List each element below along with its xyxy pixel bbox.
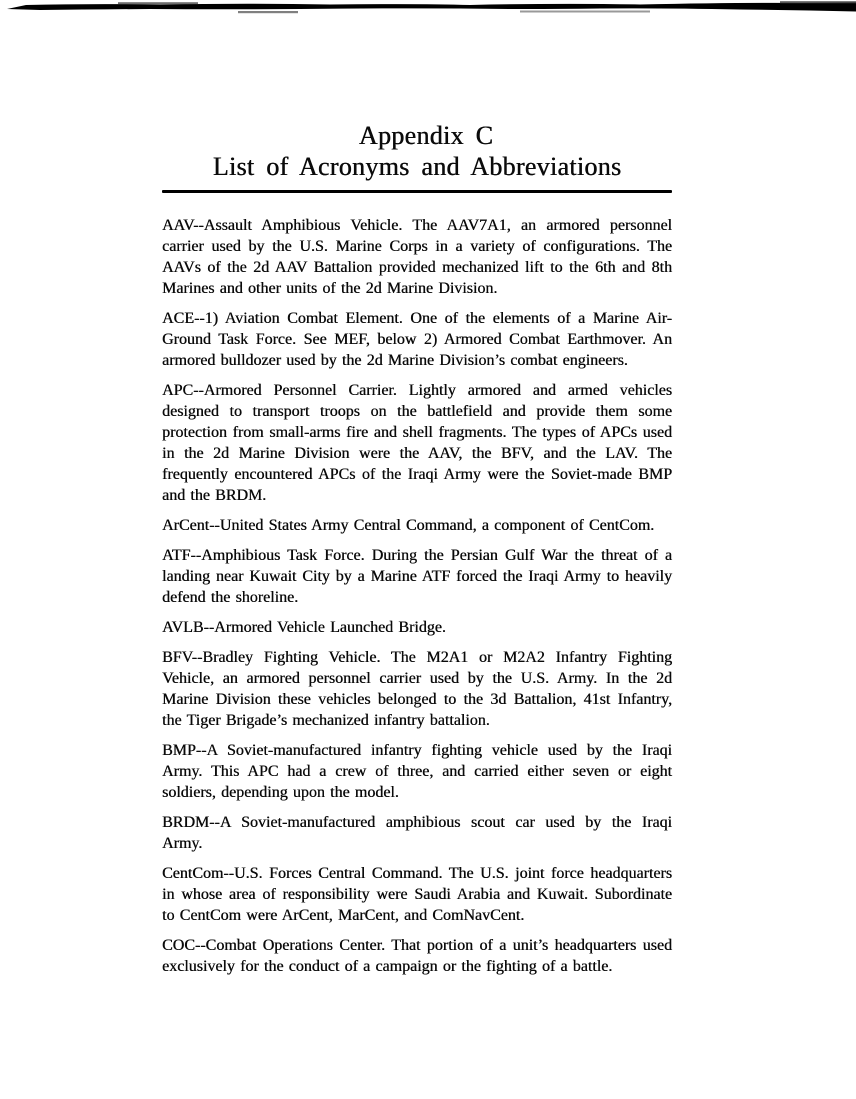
title-rule	[162, 190, 672, 193]
acronym-entry-coc: COC--Combat Operations Center. That portion of a unit’s headquarters used exclusively for the conduct of a campaign or the fighting of a battle.	[162, 937, 672, 975]
acronym-entry-bfv: BFV--Bradley Fighting Vehicle. The M2A1 or M2A2 Infantry Fighting Vehicle, an armored personnel carrier used by the U.S. Army. In the 2d Marine Division these vehicles belonged to the 3d Battalion, 41st Infantry, the Tiger Brigade’s mechanized infantry battalion.	[162, 649, 672, 729]
acronym-entry-brdm: BRDM--A Soviet-manufactured amphibious scout car used by the Iraqi Army.	[162, 814, 672, 852]
acronym-entry-bmp: BMP--A Soviet-manufactured infantry fighting vehicle used by the Iraqi Army. This APC had a crew of three, and carried either seven or eight soldiers, depending upon the model.	[162, 742, 672, 801]
acronym-entry-atf: ATF--Amphibious Task Force. During the Persian Gulf War the threat of a landing near Kuwait City by a Marine ATF forced the Iraqi Army to heavily defend the shoreline.	[162, 547, 672, 606]
acronym-entry-apc: APC--Armored Personnel Carrier. Lightly armored and armed vehicles designed to transport troops on the battlefield and provide them some protection from small-arms fire and shell fragments. The types of APCs used in the 2d Marine Division were the AAV, the BFV, and the LAV. The frequently encountered APCs of the Iraqi Army were the Soviet-made BMP and the BRDM.	[162, 382, 672, 504]
appendix-title-line2: List of Acronyms and Abbreviations	[212, 152, 622, 181]
page-content	[162, 120, 672, 986]
acronym-entry-aav: AAV--Assault Amphibious Vehicle. The AAV7A1, an armored personnel carrier used by the U.S. Marine Corps in a variety of configurations. The AAVs of the 2d AAV Battalion provided mechanized lift to the 6th and 8th Marines and other units of the 2d Marine Division.	[162, 217, 672, 297]
acronym-entry-centcom: CentCom--U.S. Forces Central Command. The U.S. joint force headquarters in whose area of responsibility were Saudi Arabia and Kuwait. Subordinate to CentCom were ArCent, MarCent, and ComNavCent.	[162, 865, 672, 924]
acronym-entry-arcent: ArCent--United States Army Central Command, a component of CentCom.	[162, 517, 655, 534]
acronym-entry-ace: ACE--1) Aviation Combat Element. One of the elements of a Marine Air-Ground Task Force. See MEF, below 2) Armored Combat Earthmover. An armored bulldozer used by the 2d Marine Division’s combat engineers.	[162, 310, 672, 369]
appendix-title-line1: Appendix C	[358, 121, 494, 150]
acronym-entry-avlb: AVLB--Armored Vehicle Launched Bridge.	[162, 619, 446, 636]
appendix-title	[162, 120, 672, 182]
scan-artifact-top-bar	[0, 0, 856, 16]
acronym-list	[162, 215, 672, 977]
